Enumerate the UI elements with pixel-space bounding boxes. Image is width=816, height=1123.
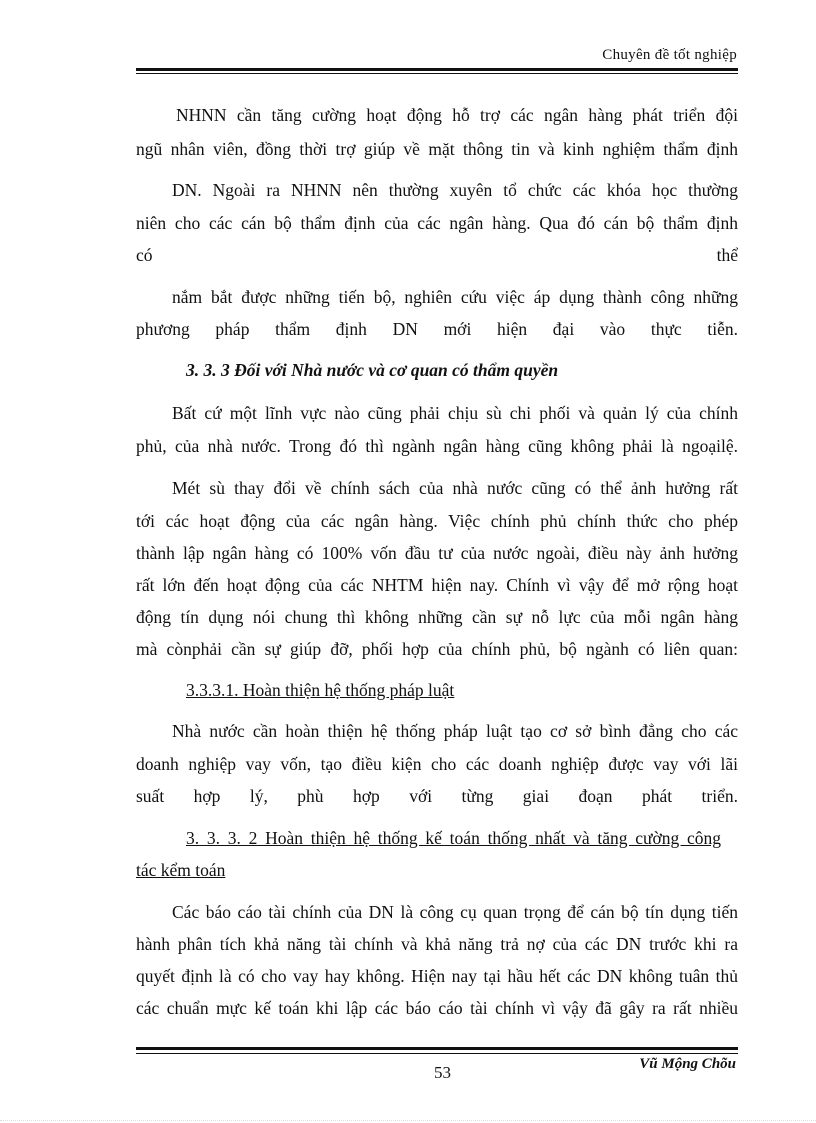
subsection-heading: 3. 3. 3. 2 Hoàn thiện hệ thống kế toán thống nhất và tăng cường công xyxy=(186,828,721,848)
subsection-heading-cont xyxy=(136,859,738,881)
paragraph-line: suất hợp lý, phù hợp với từng giai đoạn phát triển. xyxy=(136,786,738,806)
paragraph-line: Nhà nước cần hoàn thiện hệ thống pháp luật tạo cơ sở bình đẳng cho các xyxy=(172,721,738,741)
paragraph-line: NHNN cần tăng cường hoạt động hỗ trợ các ngân hàng phát triển đội xyxy=(176,105,738,125)
paragraph-line: mà cònphải cần sự giúp đỡ, phối hợp của chính phủ, bộ ngành có liên quan: xyxy=(136,639,738,659)
header-title: Chuyên đề tốt nghiệp xyxy=(602,47,737,63)
paragraph-line: rất lớn đến hoạt động của các NHTM hiện nay. Chính vì vậy để mở rộng hoạt xyxy=(136,575,738,595)
subsection-title: 3.3.3.1. Hoàn thiện hệ thống pháp luật xyxy=(186,680,455,700)
footer-rule-thin xyxy=(136,1053,738,1054)
footer-rule xyxy=(136,1047,738,1050)
header-rule-thin xyxy=(136,73,738,74)
paragraph-line: động tín dụng nói chung thì không những cần sự nỗ lực của mỗi ngân hàng xyxy=(136,607,738,627)
subsection-heading xyxy=(186,679,738,701)
header-rule xyxy=(136,68,738,71)
subsection-title: tác kểm toán xyxy=(136,860,226,880)
paragraph-line: hành phân tích khả năng tài chính và khả năng trả nợ của các DN trước khi ra xyxy=(136,934,738,954)
paragraph-line: Bất cứ một lĩnh vực nào cũng phải chịu sù chi phối và quản lý của chính xyxy=(172,403,738,423)
paragraph-line: Mét sù thay đổi về chính sách của nhà nước cũng có thể ảnh hưởng rất xyxy=(172,478,738,498)
page-edge xyxy=(0,1120,816,1121)
paragraph-line: doanh nghiệp vay vốn, tạo điều kiện cho các doanh nghiệp được vay với lãi xyxy=(136,754,738,774)
paragraph-line: các chuẩn mực kế toán khi lập các báo cáo tài chính vì vậy đã gây ra rất nhiều xyxy=(136,998,738,1018)
paragraph-line: có xyxy=(136,245,153,265)
page-number: 53 xyxy=(434,1063,451,1082)
paragraph-line: phủ, của nhà nước. Trong đó thì ngành ngân hàng cũng không phải là ngoạilệ. xyxy=(136,436,738,456)
paragraph-line: DN. Ngoài ra NHNN nên thường xuyên tổ chức các khóa học thường xyxy=(172,180,738,200)
paragraph-line: nắm bắt được những tiến bộ, nghiên cứu việc áp dụng thành công những xyxy=(172,287,738,307)
paragraph-line: niên cho các cán bộ thẩm định của các ngân hàng. Qua đó cán bộ thẩm định xyxy=(136,213,738,233)
paragraph-line: thể xyxy=(716,245,738,265)
paragraph-line: Các báo cáo tài chính của DN là công cụ quan trọng để cán bộ tín dụng tiến xyxy=(172,902,738,922)
section-heading: 3. 3. 3 Đối với Nhà nước và cơ quan có thẩm quyền xyxy=(186,360,559,380)
author-name: Vũ Mộng Chõu xyxy=(639,1056,736,1072)
paragraph-line: tới các hoạt động của các ngân hàng. Việc chính phủ chính thức cho phép xyxy=(136,511,738,531)
paragraph-line: quyết định là có cho vay hay không. Hiện nay tại hầu hết các DN không tuân thủ xyxy=(136,966,738,986)
paragraph-line: thành lập ngân hàng có 100% vốn đầu tư của nước ngoài, điều này ảnh hưởng xyxy=(136,543,738,563)
paragraph-line: phương pháp thẩm định DN mới hiện đại vào thực tiễn. xyxy=(136,319,738,339)
paragraph-line: ngũ nhân viên, đồng thời trợ giúp về mặt thông tin và kinh nghiệm thẩm định xyxy=(136,139,738,159)
